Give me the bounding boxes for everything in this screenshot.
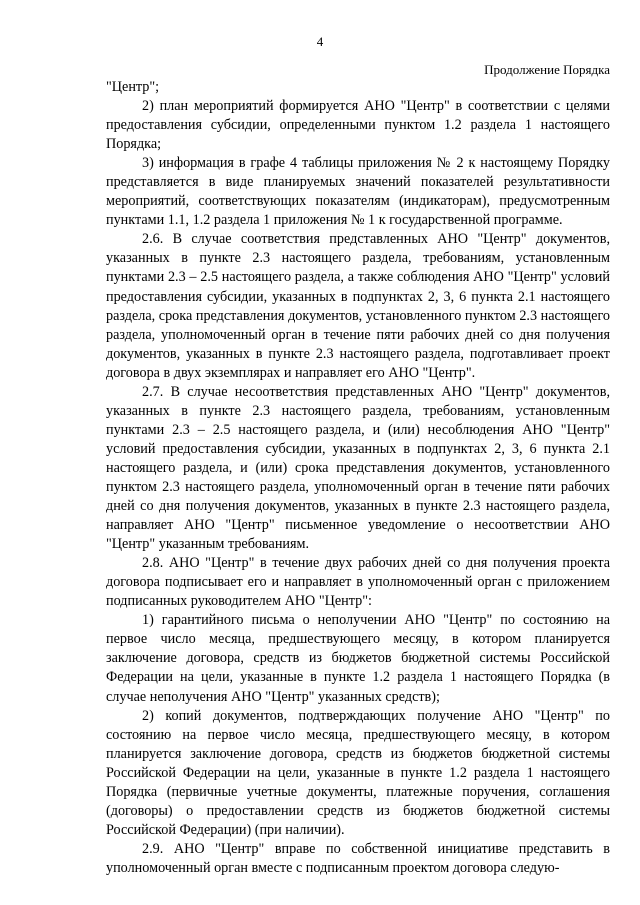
paragraph-item-2-plan: 2) план мероприятий формируется АНО "Центр" в соответствии с целями предоставления субсидии, определенными пунктом 1.2 раздела 1 настоящего Порядка; [106, 98, 610, 153]
page-number: 4 [316, 34, 324, 49]
document-body [106, 78, 610, 878]
paragraph-2-8-item-2: 2) копий документов, подтверждающих получение АНО "Центр" по состоянию на первое число месяца, предшествующего месяцу, в котором планируется заключение договора, средств из бюджетов бюджетной системы Российской Федерации на цели, указанные в пункте 1.2 раздела 1 настоящего Порядка (первичные учетные документы, платежные поручения, соглашения (договоры) о предоставлении средств из бюджетов бюджетной системы Российской Федерации) (при наличии). [106, 707, 610, 838]
paragraph-2-8-item-1: 1) гарантийного письма о неполучении АНО "Центр" по состоянию на первое число месяца, предшествующего месяцу, в котором планируется заключение договора, средств из бюджетов бюджетной системы Российской Федерации на цели, указанные в пункте 1.2 раздела 1 настоящего Порядка (в случае неполучения АНО "Центр" указанных средств); [106, 612, 610, 705]
paragraph-item-3-info: 3) информация в графе 4 таблицы приложения № 2 к настоящему Порядку представляется в виде планируемых значений показателей результативности мероприятий, соответствующих показателям (индикаторам), предусмотренным пунктами 1.1, 1.2 раздела 1 приложения № 1 к государственной программе. [106, 155, 610, 229]
paragraph-2-6: 2.6. В случае соответствия представленных АНО "Центр" документов, указанных в пункте 2.3 настоящего раздела, требованиям, установленным пунктами 2.3 – 2.5 настоящего раздела, а также соблюдения АНО "Центр" условий предоставления субсидии, указанных в подпунктах 2, 3, 6 пункта 2.1 настоящего раздела, срока представления документов, установленного пунктом 2.3 настоящего раздела, уполномоченный орган в течение пяти рабочих дней со дня получения документов, указанных в пункте 2.3 настоящего раздела, подготавливает проект договора в двух экземплярах и направляет его АНО "Центр". [106, 231, 610, 381]
paragraph-2-8: 2.8. АНО "Центр" в течение двух рабочих дней со дня получения проекта договора подписывает его и направляет в уполномоченный орган с приложением подписанных руководителем АНО "Центр": [106, 555, 610, 610]
paragraph-2-7: 2.7. В случае несоответствия представленных АНО "Центр" документов, указанных в пункте 2.3 настоящего раздела, требованиям, установленным пунктами 2.3 – 2.5 настоящего раздела, и (или) несоблюдения АНО "Центр" условий предоставления субсидии, указанных в подпунктах 2, 3, 6 пункта 2.1 настоящего раздела, и (или) срока представления документов, установленного пунктом 2.3 настоящего раздела, уполномоченный орган в течение пяти рабочих дней со дня получения документов, указанных в пункте 2.3 настоящего раздела, направляет АНО "Центр" письменное уведомление о несоответствии АНО "Центр" указанным требованиям. [106, 383, 610, 553]
continuation-header: Продолжение Порядка [484, 62, 610, 77]
paragraph-2-9: 2.9. АНО "Центр" вправе по собственной инициативе представить в уполномоченный орган вместе с подписанным проектом договора следую- [106, 840, 610, 876]
paragraph-continuation: "Центр"; [106, 79, 160, 95]
